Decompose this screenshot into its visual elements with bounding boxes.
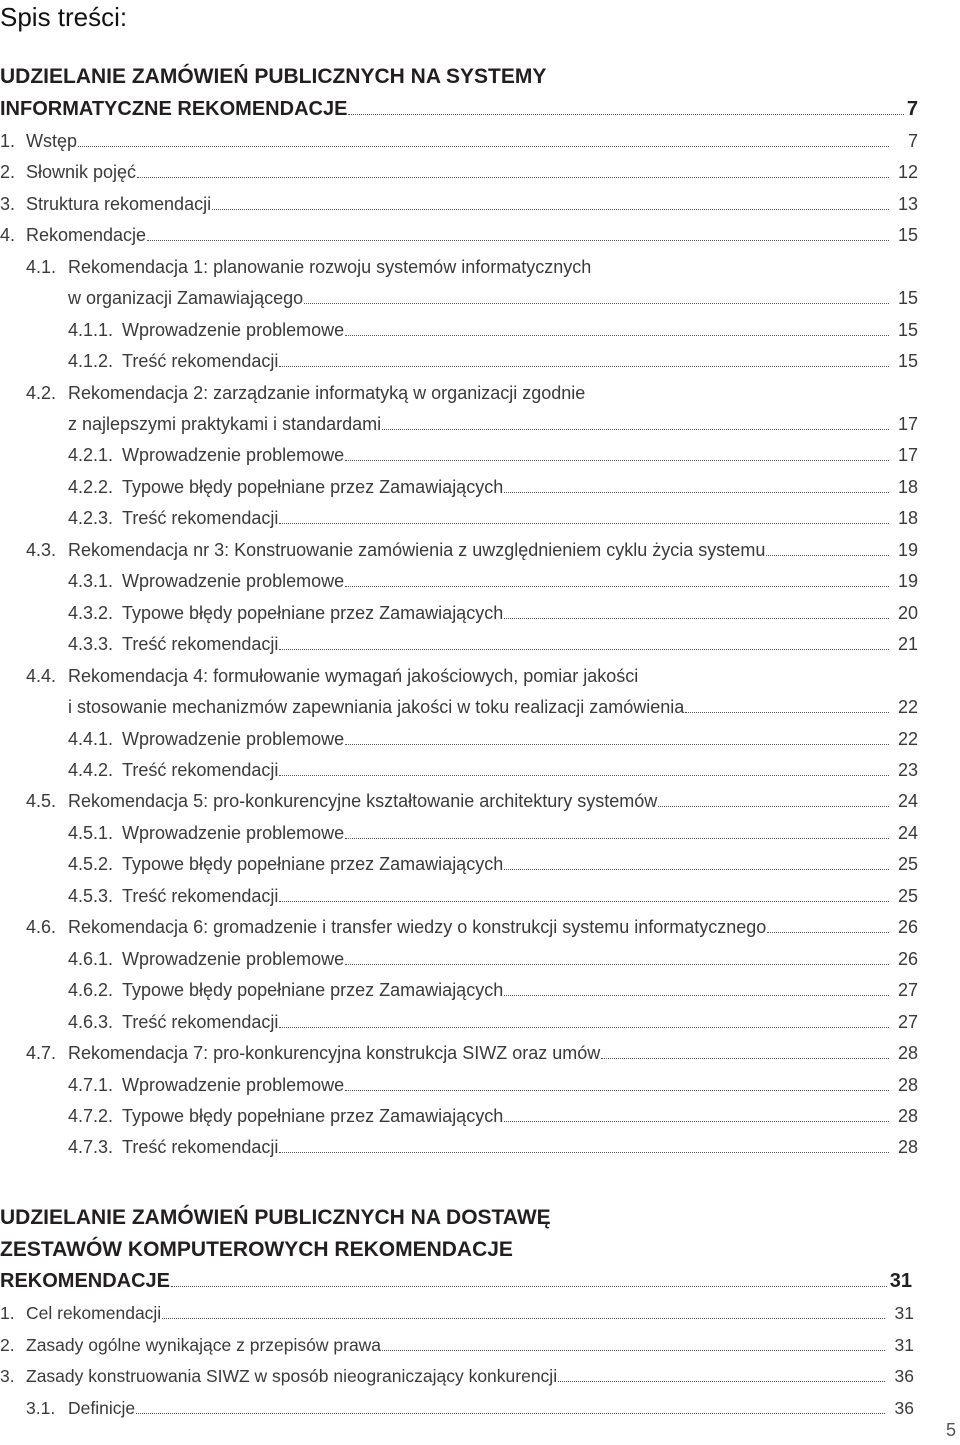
toc-entry-title: Treść rekomendacji [122,634,279,654]
toc-entry-number: 4.3.3. [68,634,114,654]
toc-entry-title: Treść rekomendacji [122,508,279,528]
part1-heading-page: 7 [906,98,918,120]
toc-entry-title: Treść rekomendacji [122,1012,279,1032]
toc-entry[interactable] [0,1330,914,1360]
toc-entry-page: 13 [897,194,918,214]
part2-heading-line1: UDZIELANIE ZAMÓWIEŃ PUBLICZNYCH NA DOSTAWĘ [0,1206,551,1229]
toc-entry-number: 4.6. [26,917,57,937]
toc-entry-page: 15 [897,288,918,308]
toc-entry-number: 3. [0,1366,15,1386]
toc-entry-title: Struktura rekomendacji [26,194,212,214]
toc-title: Spis treści: [0,2,128,32]
toc-entry-page: 18 [897,477,918,497]
toc-entry-page: 19 [897,571,918,591]
dot-leader [147,239,889,241]
toc-entry-title: Wprowadzenie problemowe [122,320,345,340]
dot-leader [279,900,889,902]
toc-entry-number: 4.2.1. [68,445,114,465]
page-number: 5 [945,1420,956,1440]
part2-heading-line3: REKOMENDACJE [0,1270,171,1292]
toc-entry-number: 4.6.1. [68,949,114,969]
toc-entry-title-cont: w organizacji Zamawiającego [68,288,304,308]
toc-entry-number: 4.5.2. [68,854,114,874]
dot-leader [304,302,889,304]
toc-entry-title: Wprowadzenie problemowe [122,1075,345,1095]
toc-entry-number: 4.5.1. [68,823,114,843]
toc-entry[interactable] [26,912,918,942]
toc-entry-page: 18 [897,508,918,528]
dot-leader [171,1285,887,1287]
dot-leader [345,585,889,587]
toc-entry[interactable] [68,472,918,502]
toc-entry-title-cont: i stosowanie mechanizmów zapewniania jakości w toku realizacji zamówienia [68,697,685,717]
toc-entry-page: 15 [897,320,918,340]
toc-entry-title: Rekomendacja 7: pro-konkurencyjna konstrukcja SIWZ oraz umów [68,1043,601,1063]
dot-leader [212,208,889,210]
toc-entry-title: Rekomendacja 2: zarządzanie informatyką w organizacji zgodnie [68,383,586,403]
toc-entry-page: 22 [897,729,918,749]
dot-leader [504,994,889,996]
toc-entry-title: Treść rekomendacji [122,760,279,780]
toc-entry[interactable] [68,724,918,754]
toc-entry-title: Wprowadzenie problemowe [122,729,345,749]
toc-entry-title: Zasady konstruowania SIWZ w sposób nieograniczający konkurencji [26,1366,558,1386]
toc-entry[interactable] [26,1038,918,1068]
toc-entry-title: Rekomendacja nr 3: Konstruowanie zamówienia z uwzględnieniem cyklu życia systemu [68,540,766,560]
toc-entry-page: 21 [897,634,918,654]
toc-entry-title: Definicje [68,1398,136,1418]
dot-leader [162,1317,885,1319]
toc-entry[interactable] [0,1361,914,1391]
toc-entry-page: 26 [897,917,918,937]
dot-leader [136,1412,885,1414]
toc-entry-title: Rekomendacja 5: pro-konkurencyjne kształtowanie architektury systemów [68,791,658,811]
toc-entry[interactable] [0,1298,914,1328]
toc-entry-title: Słownik pojęć [26,162,137,182]
toc-entry-number: 4.1. [26,257,57,277]
dot-leader [345,743,889,745]
dot-leader [504,868,889,870]
part1-heading-line1: UDZIELANIE ZAMÓWIEŃ PUBLICZNYCH NA SYSTEMY [0,65,547,88]
dot-leader [345,963,889,965]
toc-entry-title: Rekomendacja 4: formułowanie wymagań jakościowych, pomiar jakości [68,666,639,686]
dot-leader [767,931,889,933]
dot-leader [78,145,889,147]
toc-entry-title: Treść rekomendacji [122,886,279,906]
dot-leader [345,459,889,461]
toc-entry-page: 31 [894,1303,914,1323]
toc-entry-number: 2. [0,162,16,182]
toc-entry-page: 15 [897,351,918,371]
toc-entry[interactable] [68,283,918,313]
toc-entry-number: 4.6.3. [68,1012,114,1032]
dot-leader [348,113,903,115]
toc-entry-number: 4.3.2. [68,603,114,623]
toc-entry-number: 4.3. [26,540,57,560]
toc-entry-page: 7 [907,131,918,151]
toc-entry-number: 4.1.2. [68,351,114,371]
toc-entry-number: 1. [0,1303,15,1323]
toc-entry-page: 28 [897,1075,918,1095]
part2-heading-page: 31 [889,1270,912,1292]
toc-entry[interactable] [26,1393,914,1423]
part2-heading-row[interactable] [0,1266,912,1296]
toc-entry-title-cont: z najlepszymi praktykami i standardami [68,414,382,434]
dot-leader [279,365,889,367]
toc-entry[interactable] [0,220,918,250]
toc-entry[interactable] [68,755,918,785]
toc-entry-title: Treść rekomendacji [122,351,279,371]
toc-entry-number: 4.2.3. [68,508,114,528]
toc-entry-number: 4.7.2. [68,1106,114,1126]
dot-leader [504,617,889,619]
toc-entry-number: 4.2.2. [68,477,114,497]
toc-entry-page: 17 [897,445,918,465]
toc-entry-page: 15 [897,225,918,245]
dot-leader [279,774,889,776]
toc-entry-page: 24 [897,823,918,843]
toc-entry[interactable] [68,818,918,848]
dot-leader [345,1089,889,1091]
toc-entry-number: 4.5. [26,791,57,811]
toc-entry-title: Zasady ogólne wynikające z przepisów prawa [26,1335,382,1355]
toc-entry[interactable] [68,409,918,439]
toc-entry-page: 24 [897,791,918,811]
toc-entry-page: 20 [897,603,918,623]
toc-entry-title: Wstęp [26,131,78,151]
toc-entry[interactable] [68,346,918,376]
toc-entry-page: 36 [894,1398,914,1418]
toc-entry-title: Typowe błędy popełniane przez Zamawiających [122,854,504,874]
toc-entry[interactable] [0,189,918,219]
dot-leader [345,334,889,336]
toc-entry-number: 3. [0,194,16,214]
toc-entry-title: Typowe błędy popełniane przez Zamawiających [122,1106,504,1126]
dot-leader [558,1380,885,1382]
toc-entry[interactable] [0,126,918,156]
part2-heading-line2: ZESTAWÓW KOMPUTEROWYCH REKOMENDACJE [0,1238,513,1261]
toc-entry-title: Wprowadzenie problemowe [122,949,345,969]
toc-entry[interactable] [68,1070,918,1100]
toc-entry-title: Rekomendacje [26,225,147,245]
toc-entry-page: 27 [897,980,918,1000]
toc-entry[interactable] [68,440,918,470]
dot-leader [345,837,889,839]
toc-entry[interactable] [26,535,918,565]
toc-entry-page: 19 [897,540,918,560]
dot-leader [658,805,889,807]
toc-entry-number: 4. [0,225,16,245]
toc-entry-title: Typowe błędy popełniane przez Zamawiających [122,477,504,497]
toc-entry-title: Typowe błędy popełniane przez Zamawiających [122,980,504,1000]
toc-entry-page: 28 [897,1106,918,1126]
toc-entry[interactable] [68,881,918,911]
toc-entry-line1[interactable] [26,378,585,408]
toc-entry-number: 3.1. [26,1398,56,1418]
toc-entry-title: Rekomendacja 6: gromadzenie i transfer wiedzy o konstrukcji systemu informatycznego [68,917,767,937]
dot-leader [382,428,889,430]
toc-entry-page: 27 [897,1012,918,1032]
toc-entry-title: Wprowadzenie problemowe [122,445,345,465]
toc-entry-page: 12 [897,162,918,182]
toc-entry-number: 4.4.1. [68,729,114,749]
part1-heading-line2: INFORMATYCZNE REKOMENDACJE [0,98,348,120]
toc-entry-title: Wprowadzenie problemowe [122,571,345,591]
dot-leader [504,491,889,493]
toc-entry-line1[interactable] [26,252,591,282]
dot-leader [279,1026,889,1028]
toc-entry[interactable] [68,1132,918,1162]
toc-entry[interactable] [68,944,918,974]
toc-entry[interactable] [68,566,918,596]
toc-entry[interactable] [68,1101,918,1131]
dot-leader [279,522,889,524]
toc-entry-line1[interactable] [26,661,638,691]
toc-entry[interactable] [68,692,918,722]
dot-leader [504,1120,889,1122]
toc-entry-page: 25 [897,886,918,906]
toc-entry-title: Treść rekomendacji [122,1137,279,1157]
toc-entry[interactable] [68,1007,918,1037]
toc-entry-number: 2. [0,1335,15,1355]
toc-entry[interactable] [68,849,918,879]
toc-entry-number: 4.1.1. [68,320,114,340]
toc-entry-page: 31 [894,1335,914,1355]
toc-entry-page: 36 [894,1366,914,1386]
toc-entry[interactable] [68,629,918,659]
toc-entry[interactable] [68,598,918,628]
dot-leader [685,711,889,713]
dot-leader [279,1151,889,1153]
dot-leader [601,1057,889,1059]
dot-leader [382,1349,885,1351]
toc-entry-number: 4.7.3. [68,1137,114,1157]
toc-entry-number: 4.4.2. [68,760,114,780]
toc-entry-page: 28 [897,1043,918,1063]
toc-entry-page: 25 [897,854,918,874]
toc-entry-title: Cel rekomendacji [26,1303,162,1323]
toc-entry-number: 1. [0,131,16,151]
toc-entry-title: Wprowadzenie problemowe [122,823,345,843]
toc-entry-page: 23 [897,760,918,780]
toc-entry-title: Typowe błędy popełniane przez Zamawiających [122,603,504,623]
toc-entry-page: 28 [897,1137,918,1157]
toc-entry-number: 4.2. [26,383,57,403]
toc-entry-page: 17 [897,414,918,434]
dot-leader [766,554,889,556]
toc-entry-number: 4.6.2. [68,980,114,1000]
toc-entry-number: 4.3.1. [68,571,114,591]
toc-entry[interactable] [68,975,918,1005]
toc-entry-number: 4.5.3. [68,886,114,906]
toc-entry[interactable] [68,315,918,345]
dot-leader [279,648,889,650]
toc-entry-number: 4.7.1. [68,1075,114,1095]
toc-entry-page: 22 [897,697,918,717]
toc-entry-number: 4.7. [26,1043,57,1063]
toc-entry[interactable] [26,786,918,816]
part1-heading-row[interactable] [0,94,918,124]
toc-entry[interactable] [68,503,918,533]
toc-entry[interactable] [0,157,918,187]
toc-entry-number: 4.4. [26,666,57,686]
dot-leader [137,176,889,178]
toc-entry-title: Rekomendacja 1: planowanie rozwoju systemów informatycznych [68,257,592,277]
toc-entry-page: 26 [897,949,918,969]
